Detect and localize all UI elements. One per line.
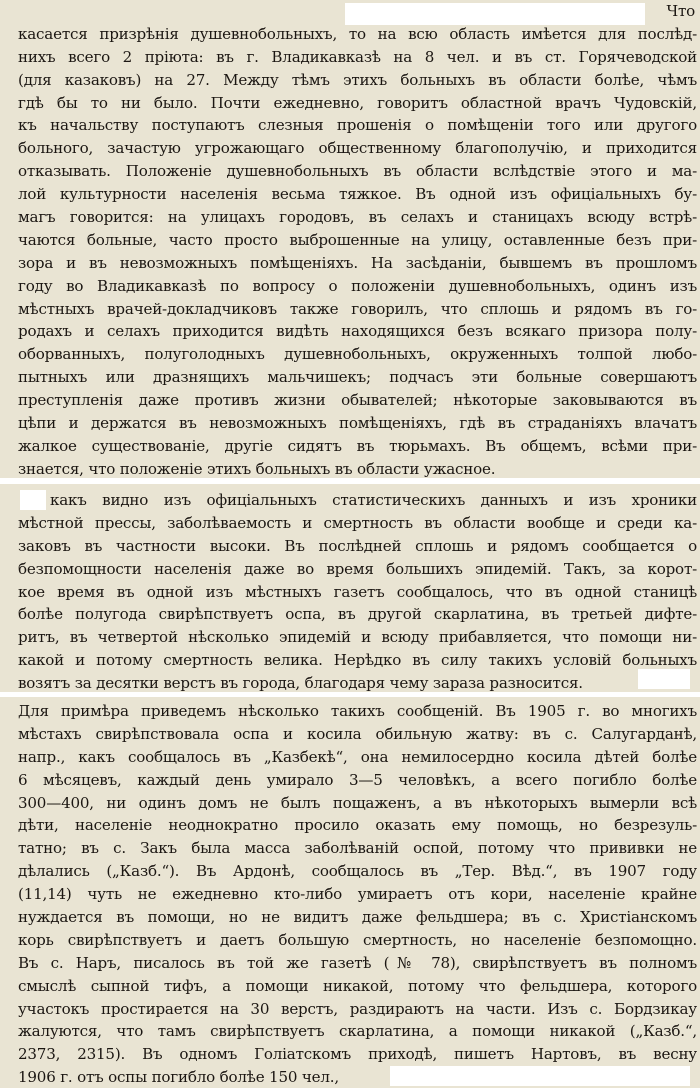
- text-line: (11,14) чуть не ежедневно кто-либо умираетъ отъ кори, населеніе крайне: [18, 885, 697, 904]
- text-line: лой культурности населенія весьма тяжкое. Въ одной изъ офиціальныхъ бу-: [18, 185, 697, 204]
- text-line: мѣстахъ свирѣпствовала оспа и косила обильную жатву: въ с. Салугарданѣ,: [18, 724, 697, 743]
- text-line: 2373, 2315). Въ одномъ Голіатскомъ приходѣ, пишетъ Нартовъ, въ весну: [18, 1045, 697, 1064]
- text-line: дѣлались („Казб.“). Въ Ардонѣ, сообщалось въ „Тер. Вѣд.“, въ 1907 году: [18, 862, 697, 881]
- text-line: знается, что положеніе этихъ больныхъ въ области ужасное.: [18, 459, 496, 478]
- text-block-2: [0, 484, 700, 692]
- text-line: пытныхъ или дразнящихъ мальчишекъ; подчасъ эти больные совершаютъ: [18, 368, 697, 387]
- text-line: мѣстныхъ врачей-докладчиковъ также говорилъ, что сплошь и рядомъ въ го-: [18, 299, 697, 318]
- text-line: къ начальству поступаютъ слезныя прошенія о помѣщеніи того или другого: [18, 116, 697, 135]
- text-line: Что: [666, 2, 695, 20]
- text-line: дѣти, населеніе неоднократно просило оказать ему помощь, но безрезуль-: [18, 816, 697, 835]
- text-line: какой и потому смертность велика. Нерѣдко въ силу такихъ условій больныхъ: [18, 651, 697, 670]
- text-line: Для примѣра приведемъ нѣсколько такихъ сообщеній. Въ 1905 г. во многихъ: [18, 702, 697, 720]
- text-line: магъ говорится: на улицахъ городовъ, въ селахъ и станицахъ всюду встрѣ-: [18, 208, 697, 227]
- text-line: году во Владикавказѣ по вопросу о положеніи душевнобольныхъ, одинъ изъ: [18, 276, 697, 295]
- text-line: безпомощности населенія даже во время большихъ эпидемій. Такъ, за корот-: [18, 559, 697, 578]
- text-line: гдѣ бы то ни было. Почти ежедневно, говоритъ областной врачъ Чудовскій,: [18, 93, 697, 112]
- text-line: нихъ всего 2 пріюта: въ г. Владикавказѣ на 8 чел. и въ ст. Горячеводской: [18, 47, 697, 66]
- text-line: отказывать. Положеніе душевнобольныхъ въ области вслѣдствіе этого и ма-: [18, 162, 697, 181]
- text-line: смыслѣ сыпной тифъ, а помощи никакой, потому что фельдшера, которого: [18, 976, 697, 995]
- text-line: ритъ, въ четвертой нѣсколько эпидемій и всюду прибавляется, что помощи ни-: [18, 628, 697, 647]
- text-line: оборванныхъ, полуголодныхъ душевнобольныхъ, окруженныхъ толпой любо-: [18, 345, 697, 364]
- text-line: возятъ за десятки верстъ въ города, благодаря чему зараза разносится.: [18, 674, 583, 692]
- text-line: 6 мѣсяцевъ, каждый день умирало 3—5 человѣкъ, а всего погибло болѣе: [18, 770, 697, 789]
- text-line: преступленія даже противъ жизни обывателей; нѣкоторые заковываются въ: [18, 391, 697, 410]
- text-line: корь свирѣпствуетъ и даетъ большую смертность, но населеніе безпомощно.: [18, 930, 697, 949]
- text-line: 300—400, ни одинъ домъ не былъ пощаженъ, а въ нѣкоторыхъ вымерли всѣ: [18, 793, 697, 812]
- text-line: цѣпи и держатся въ невозможныхъ помѣщеніяхъ, гдѣ въ страданіяхъ влачатъ: [18, 414, 697, 433]
- text-line: какъ видно изъ офиціальныхъ статистическихъ данныхъ и изъ хроники: [50, 491, 697, 509]
- text-line: родахъ и селахъ приходится видѣть находящихся безъ всякаго призора полу-: [18, 322, 697, 341]
- text-line: кое время въ одной изъ мѣстныхъ газетъ сообщалось, что въ одной станицѣ: [18, 582, 697, 601]
- redaction-box: [20, 490, 46, 510]
- text-line: 1906 г. отъ оспы погибло болѣе 150 чел.,: [18, 1068, 339, 1087]
- text-line: участокъ простирается на 30 верстъ, раздираютъ на части. Изъ с. Бордзикау: [18, 999, 697, 1018]
- text-block-3: [0, 697, 700, 1088]
- text-line: напр., какъ сообщалось въ „Казбекѣ“, она немилосердно косила дѣтей болѣе: [18, 747, 697, 766]
- text-line: нуждается въ помощи, но не видитъ даже фельдшера; въ с. Христіанскомъ: [18, 908, 697, 927]
- text-line: зора и въ невозможныхъ помѣщеніяхъ. На засѣданіи, бывшемъ въ прошломъ: [18, 253, 697, 272]
- text-line: жалуются, что тамъ свирѣпствуетъ скарлатина, а помощи никакой („Казб.“,: [18, 1022, 697, 1041]
- text-line: (для казаковъ) на 27. Между тѣмъ этихъ больныхъ въ области болѣе, чѣмъ: [18, 70, 697, 89]
- text-line: мѣстной прессы, заболѣваемость и смертность въ области вообще и среди ка-: [18, 513, 697, 532]
- text-line: заковъ въ частности высоки. Въ послѣдней сплошь и рядомъ сообщается о: [18, 536, 697, 555]
- redaction-box: [638, 669, 690, 689]
- text-line: болѣе полугода свирѣпствуетъ оспа, въ другой скарлатина, въ третьей дифте-: [18, 605, 697, 624]
- redaction-box: [390, 1066, 690, 1086]
- text-line: жалкое существованіе, другіе сидятъ въ тюрьмахъ. Въ общемъ, всѣми при-: [18, 436, 697, 455]
- text-line: касается призрѣнія душевнобольныхъ, то на всю область имѣется для послѣд-: [18, 24, 697, 43]
- text-line: татно; въ с. Закъ была масса заболѣваній оспой, потому что прививки не: [18, 839, 697, 858]
- text-line: Въ с. Наръ, писалось въ той же газетѣ (№ 78), свирѣпствуетъ въ полномъ: [18, 953, 697, 972]
- text-line: чаются больные, часто просто выброшенные на улицу, оставленные безъ при-: [18, 230, 697, 249]
- text-line: больного, зачастую угрожающаго общественному благополучію, и приходится: [18, 139, 697, 158]
- redaction-box: [345, 3, 645, 25]
- text-block-1: [0, 0, 700, 478]
